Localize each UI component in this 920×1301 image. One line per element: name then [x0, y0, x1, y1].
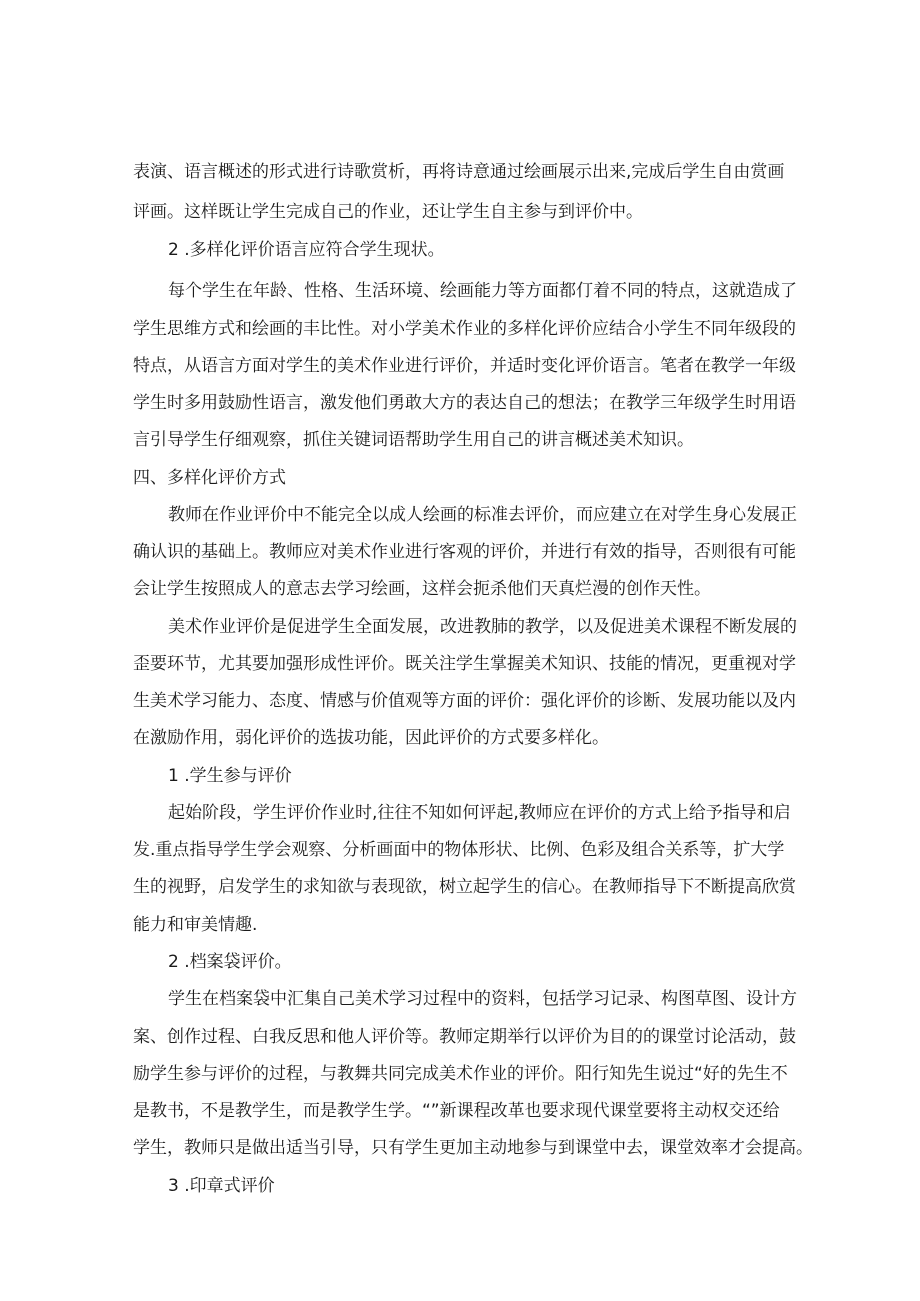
text-line: 美术作业评价是促进学生全面发展，改进教肺的教学，以及促进美术课程不断发展的 — [168, 617, 797, 637]
text-line: 会让学生按照成人的意志去学习绘画，这样会扼杀他们天真烂漫的创作天性。 — [133, 579, 711, 599]
text-line: 表演、语言概述的形式进行诗歌赏析，再将诗意通过绘画展示出来,完成后学生自由赏画 — [133, 162, 785, 182]
text-line: 评画。这样既让学生完成自己的作业，还让学生自主参与到评价中。 — [133, 202, 643, 222]
text-line: 特点，从语言方面对学生的美术作业进行评价，并适时变化评价语言。笔者在教学一年级 — [133, 356, 796, 376]
text-line: 学生时多用鼓励性语言，激发他们勇敢大方的表达自己的想法；在教学三年级学生时用语 — [133, 393, 796, 413]
text-line: 起始阶段，学生评价作业时,往往不知如何评起,教师应在评价的方式上给予指导和启 — [168, 803, 791, 823]
text-line: 学生，教师只是做出适当引导，只有学生更加主动地参与到课堂中去，课堂效率才会提高。 — [133, 1138, 813, 1158]
section-heading: 1 .学生参与评价 — [168, 766, 292, 786]
text-line: 能力和审美情趣. — [133, 915, 258, 935]
text-line: 歪要环节，尤其要加强形成性评价。既关注学生掌握美术知识、技能的情况，更重视对学 — [133, 654, 796, 674]
text-line: 生的视野，启发学生的求知欲与表现欲，树立起学生的信心。在教师指导下不断提高欣赏 — [133, 877, 796, 897]
text-line: 生美术学习能力、态度、情感与价值观等方面的评价：强化评价的诊断、发展功能以及内 — [133, 691, 796, 711]
section-heading: 2 .档案袋评价。 — [168, 952, 292, 972]
text-line: 在激励作用，弱化评价的选拔功能，因此评价的方式要多样化。 — [133, 728, 609, 748]
text-line: 言引导学生仔细观察，抓住关键词语帮助学生用自己的讲言概述美术知识。 — [133, 430, 694, 450]
section-heading: 2 .多样化评价语言应符合学生现状。 — [168, 240, 445, 260]
text-line: 学生思维方式和绘画的丰比性。对小学美术作业的多样化评价应结合小学生不同年级段的 — [133, 319, 796, 339]
section-heading: 3 .印章式评价 — [168, 1176, 275, 1196]
text-line: 案、创作过程、白我反思和他人评价等。教师定期举行以评价为目的的课堂讨论活动，鼓 — [133, 1027, 796, 1047]
text-line: 是教书，不是教学生，而是教学生学。“”新课程改革也要求现代课堂要将主动权交还给 — [133, 1101, 780, 1121]
text-line: 学生在档案袋中汇集自己美术学习过程中的资料，包括学习记录、构图草图、设计方 — [168, 989, 797, 1009]
text-line: 教师在作业评价中不能完全以成人绘画的标准去评价，而应建立在对学生身心发展正 — [168, 505, 797, 525]
text-line: 确认识的基础上。教师应对美术作业进行客观的评价，并进行有效的指导，否则很有可能 — [133, 542, 796, 562]
text-line: 每个学生在年龄、性格、生活环境、绘画能力等方面都仃着不同的特点，这就造成了 — [168, 281, 797, 301]
section-heading: 四、多样化评价方式 — [133, 468, 286, 488]
text-line: 发.重点指导学生学会观察、分析画面中的物体形状、比例、色彩及组合关系等，扩大学 — [133, 840, 785, 860]
text-line: 励学生参与评价的过程，与教舞共同完成美术作业的评价。阳行知先生说过“好的先生不 — [133, 1064, 788, 1084]
